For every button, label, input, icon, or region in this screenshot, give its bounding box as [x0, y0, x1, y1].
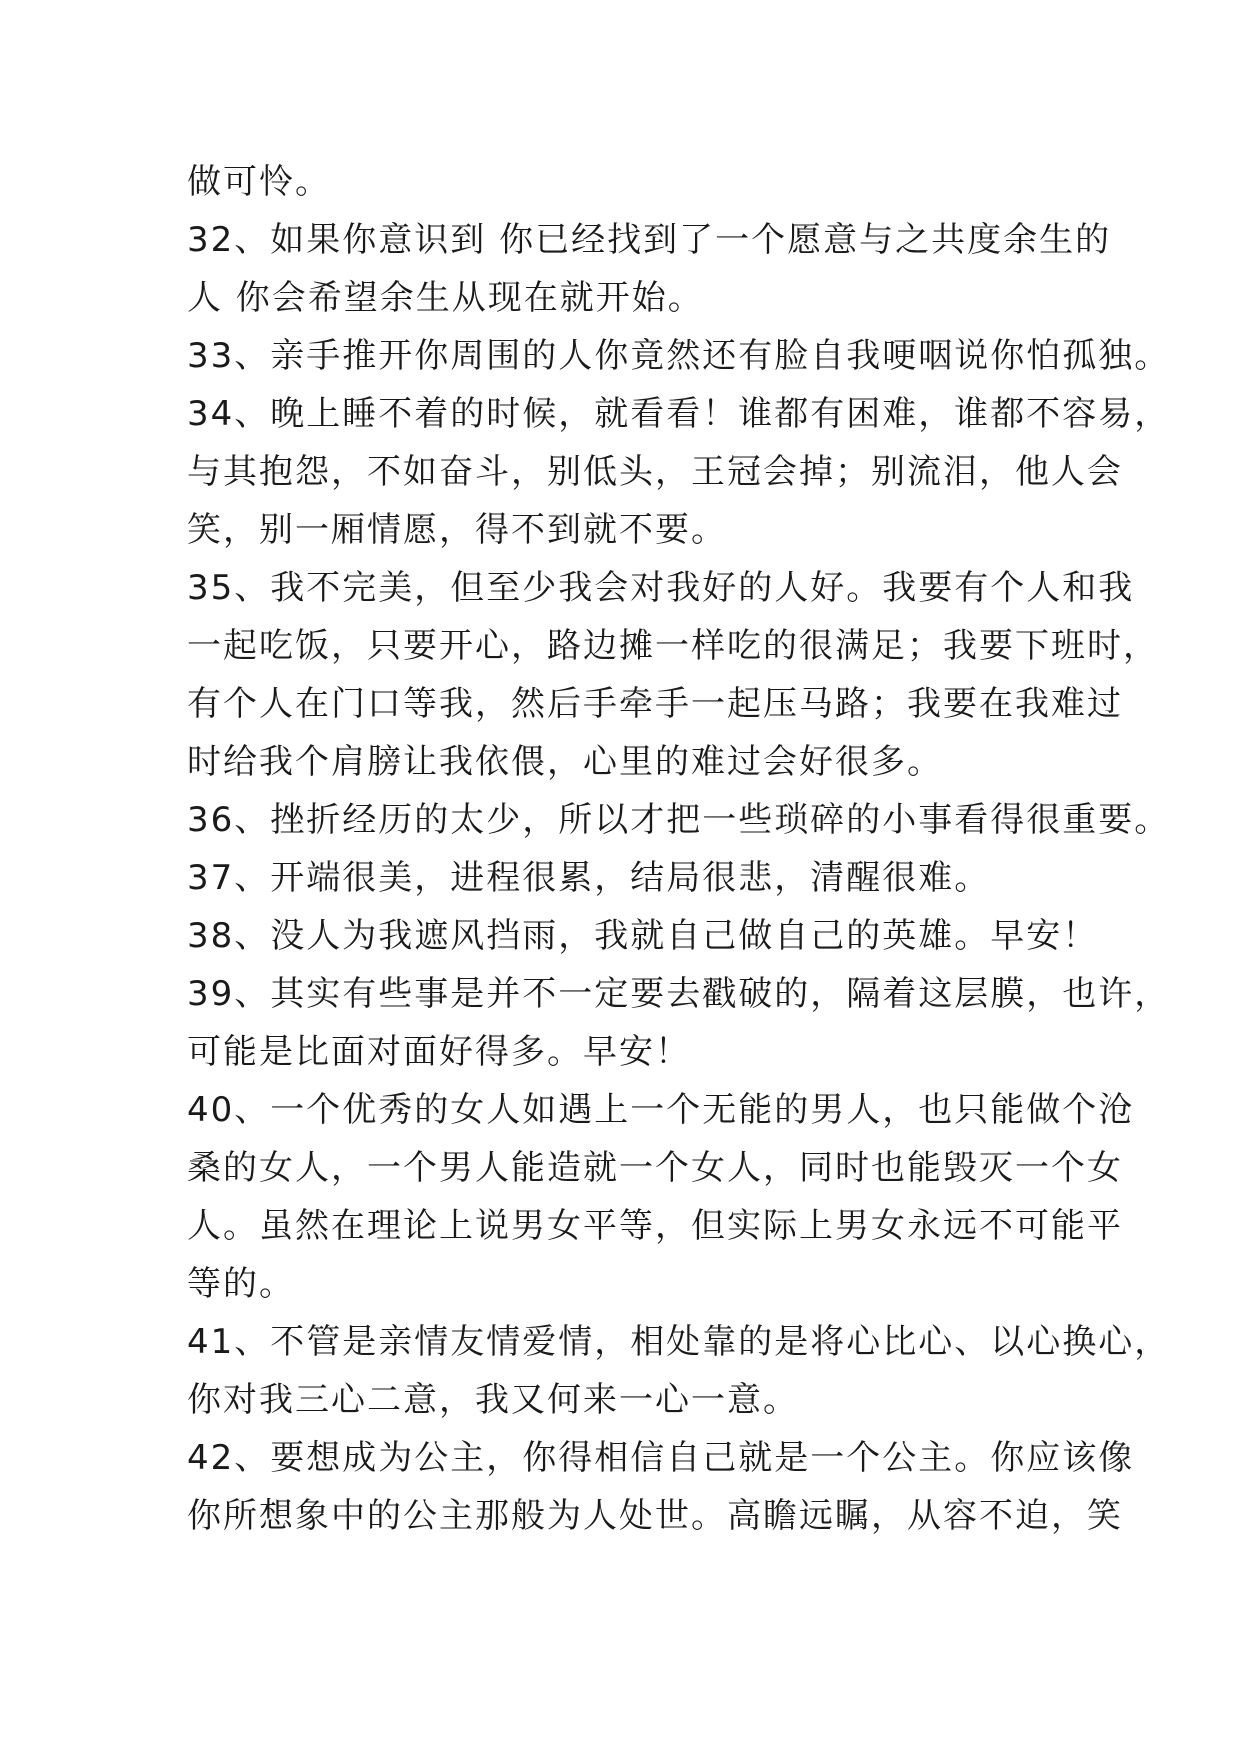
text-line: 37、开端很美，进程很累，结局很悲，清醒很难。 [187, 858, 991, 898]
text-line: 33、亲手推开你周围的人你竟然还有脸自我哽咽说你怕孤独。 [187, 336, 1171, 376]
text-line: 40、一个优秀的女人如遇上一个无能的男人，也只能做个沧 [187, 1090, 1135, 1130]
text-line: 做可怜。 [187, 162, 331, 202]
text-line: 34、晚上睡不着的时候，就看看！谁都有困难，谁都不容易， [187, 394, 1171, 434]
text-line: 36、挫折经历的太少，所以才把一些琐碎的小事看得很重要。 [187, 800, 1171, 840]
text-line: 笑，别一厢情愿，得不到就不要。 [187, 510, 727, 550]
text-line: 等的。 [187, 1264, 295, 1304]
text-line: 42、要想成为公主，你得相信自己就是一个公主。你应该像 [187, 1438, 1135, 1478]
text-line: 41、不管是亲情友情爱情，相处靠的是将心比心、以心换心， [187, 1322, 1171, 1362]
text-line: 有个人在门口等我，然后手牵手一起压马路；我要在我难过 [187, 684, 1123, 724]
text-line: 与其抱怨，不如奋斗，别低头，王冠会掉；别流泪，他人会 [187, 452, 1123, 492]
text-line: 时给我个肩膀让我依偎，心里的难过会好很多。 [187, 742, 943, 782]
text-line: 你对我三心二意，我又何来一心一意。 [187, 1380, 799, 1420]
text-line: 可能是比面对面好得多。早安！ [187, 1032, 691, 1072]
text-line: 38、没人为我遮风挡雨，我就自己做自己的英雄。早安！ [187, 916, 1099, 956]
text-line: 39、其实有些事是并不一定要去戳破的，隔着这层膜，也许， [187, 974, 1171, 1014]
text-line: 桑的女人，一个男人能造就一个女人，同时也能毁灭一个女 [187, 1148, 1123, 1188]
text-line: 一起吃饭，只要开心，路边摊一样吃的很满足；我要下班时， [187, 626, 1159, 666]
text-line: 35、我不完美，但至少我会对我好的人好。我要有个人和我 [187, 568, 1135, 608]
text-line: 人 你会希望余生从现在就开始。 [187, 278, 704, 318]
text-line: 你所想象中的公主那般为人处世。高瞻远瞩，从容不迫，笑 [187, 1496, 1123, 1536]
text-line: 人。虽然在理论上说男女平等，但实际上男女永远不可能平 [187, 1206, 1123, 1246]
text-line: 32、如果你意识到 你已经找到了一个愿意与之共度余生的 [187, 220, 1112, 260]
